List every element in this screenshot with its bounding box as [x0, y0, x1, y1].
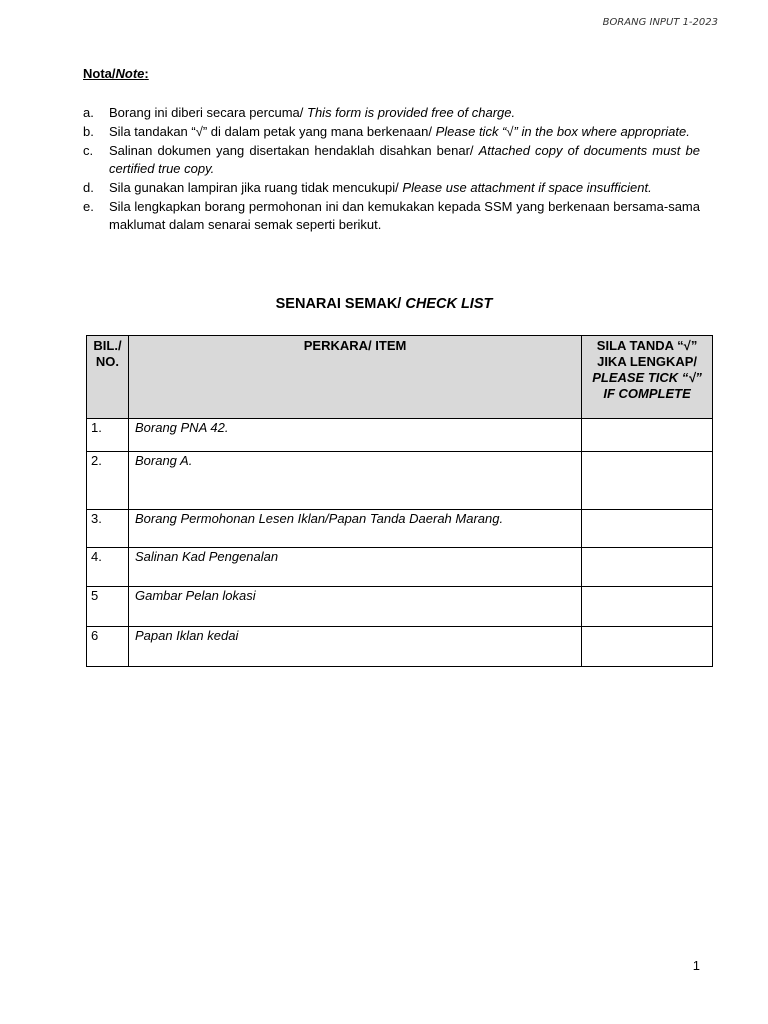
- note-english: Please use attachment if space insufficient.: [402, 180, 652, 195]
- header-no: [87, 336, 129, 419]
- notes-title-english: Note: [115, 66, 145, 81]
- checklist-title: [0, 296, 768, 312]
- row-number: 1.: [87, 419, 129, 452]
- header-tick-line3: PLEASE TICK “√”: [592, 370, 702, 385]
- tick-box[interactable]: [582, 452, 713, 510]
- table-row: [87, 452, 713, 510]
- note-malay: Salinan dokumen yang disertakan hendaklah disahkan benar/: [109, 143, 474, 158]
- row-number: 2.: [87, 452, 129, 510]
- note-text: [109, 142, 700, 178]
- row-number: 4.: [87, 548, 129, 587]
- table-row: [87, 419, 713, 452]
- row-number: 6: [87, 627, 129, 667]
- table-row: [87, 627, 713, 667]
- row-item: Borang A.: [128, 452, 581, 510]
- notes-list: [83, 104, 700, 235]
- header-tick-line1: SILA TANDA “√”: [596, 338, 698, 353]
- table-row: [87, 548, 713, 587]
- row-item: Gambar Pelan lokasi: [128, 587, 581, 627]
- notes-title-malay: Nota/: [83, 66, 116, 81]
- form-code: BORANG INPUT 1-2023: [602, 17, 718, 28]
- header-tick-line4: IF COMPLETE: [603, 386, 691, 401]
- note-english: Attached copy of documents must be certified true copy.: [109, 143, 700, 176]
- note-malay: Sila lengkapkan borang permohonan ini dan kemukakan kepada SSM yang berkenaan bersama-sama maklumat dalam senarai semak seperti berikut.: [109, 199, 700, 232]
- row-item: Borang Permohonan Lesen Iklan/Papan Tanda Daerah Marang.: [128, 510, 581, 548]
- row-item: Papan Iklan kedai: [128, 627, 581, 667]
- checklist-table: [86, 335, 713, 667]
- note-text: [109, 104, 700, 122]
- note-malay: Borang ini diberi secara percuma/: [109, 105, 304, 120]
- row-item: Borang PNA 42.: [128, 419, 581, 452]
- note-text: [109, 123, 700, 141]
- note-item: [83, 198, 700, 234]
- note-item: [83, 179, 700, 197]
- header-no-line2: NO.: [95, 354, 120, 369]
- table-row: [87, 510, 713, 548]
- note-letter: e.: [83, 199, 94, 214]
- header-tick: [582, 336, 713, 419]
- note-letter: c.: [83, 143, 94, 158]
- note-letter: d.: [83, 180, 94, 195]
- note-text: [109, 179, 700, 197]
- note-english: Please tick “√” in the box where appropriate.: [435, 124, 690, 139]
- note-item: [83, 142, 700, 178]
- note-malay: Sila tandakan “√” di dalam petak yang mana berkenaan/: [109, 124, 432, 139]
- row-number: 5: [87, 587, 129, 627]
- row-number: 3.: [87, 510, 129, 548]
- checklist-title-malay: SENARAI SEMAK/: [275, 296, 402, 312]
- notes-title-suffix: :: [144, 66, 149, 81]
- tick-box[interactable]: [582, 510, 713, 548]
- tick-box[interactable]: [582, 587, 713, 627]
- header-no-line1: BIL./: [93, 338, 122, 353]
- note-item: [83, 104, 700, 122]
- note-item: [83, 123, 700, 141]
- notes-title: [83, 66, 149, 81]
- header-tick-line2: JIKA LENGKAP/: [597, 354, 698, 369]
- tick-box[interactable]: [582, 548, 713, 587]
- tick-box[interactable]: [582, 627, 713, 667]
- checklist-title-english: CHECK LIST: [405, 296, 493, 312]
- note-letter: a.: [83, 105, 94, 120]
- note-text: [109, 198, 700, 234]
- page-number: 1: [692, 958, 700, 973]
- header-item-label: PERKARA/ ITEM: [303, 338, 407, 353]
- table-row: [87, 587, 713, 627]
- checklist-header-row: [87, 336, 713, 419]
- row-item: Salinan Kad Pengenalan: [128, 548, 581, 587]
- note-letter: b.: [83, 124, 94, 139]
- header-item: [128, 336, 581, 419]
- tick-box[interactable]: [582, 419, 713, 452]
- note-english: This form is provided free of charge.: [307, 105, 516, 120]
- note-malay: Sila gunakan lampiran jika ruang tidak mencukupi/: [109, 180, 399, 195]
